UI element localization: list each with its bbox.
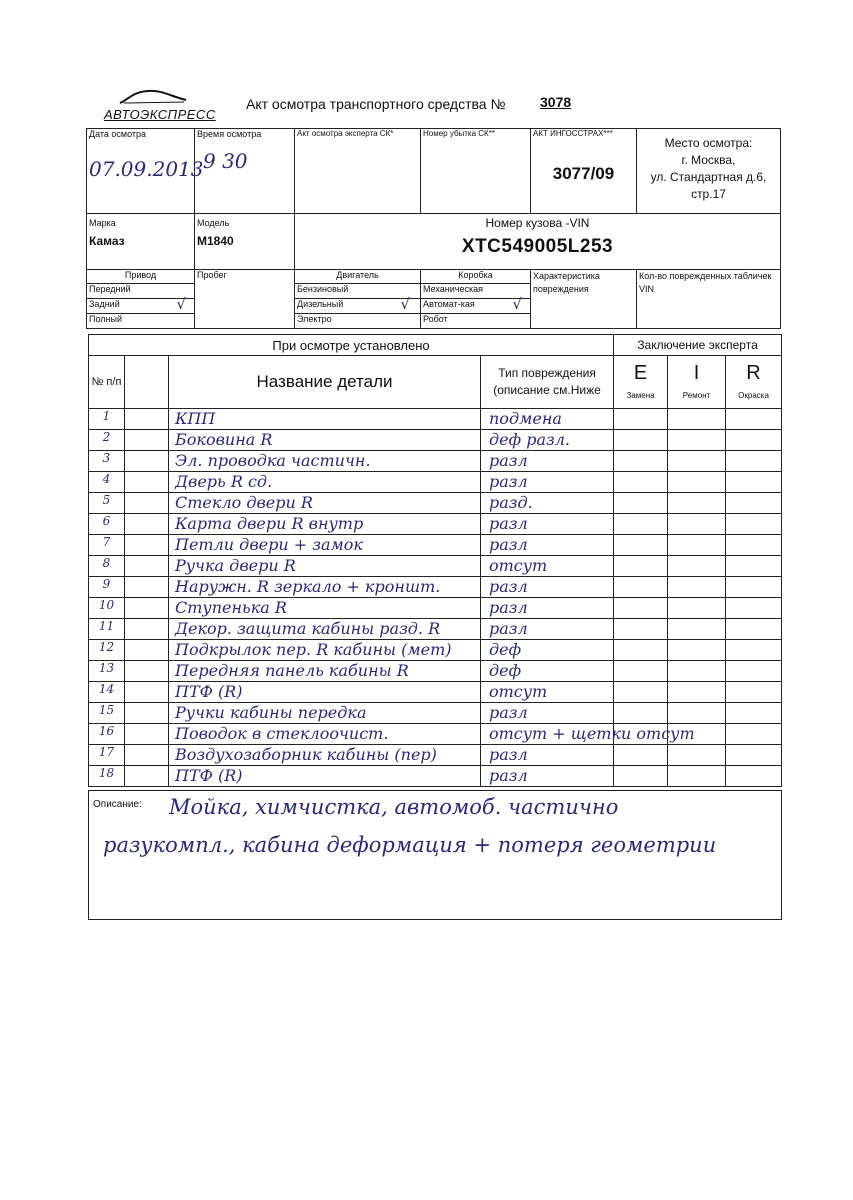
row-damage-type[interactable]: деф разл. — [481, 430, 614, 451]
row-part-name[interactable]: Боковина R — [169, 430, 481, 451]
row-replace-cell[interactable] — [614, 556, 668, 577]
row-paint-cell[interactable] — [726, 493, 782, 514]
row-damage-type[interactable]: разл — [481, 514, 614, 535]
engine-cell — [295, 270, 421, 329]
row-part-name[interactable]: Карта двери R внутр — [169, 514, 481, 535]
row-paint-cell[interactable] — [726, 619, 782, 640]
model-value[interactable]: М1840 — [197, 234, 234, 248]
col-blank-header — [125, 356, 169, 409]
time-cell — [195, 129, 295, 214]
description-box — [88, 790, 782, 920]
vin-cell — [295, 214, 781, 270]
row-blank-cell — [125, 766, 169, 787]
row-part-name[interactable]: Дверь R сд. — [169, 472, 481, 493]
row-paint-cell[interactable] — [726, 535, 782, 556]
plates-label: Кол-во поврежденных табличек VIN — [639, 271, 772, 294]
logo-text: АВТОЭКСПРЕСС — [104, 107, 216, 122]
row-damage-type[interactable]: разл — [481, 619, 614, 640]
damage-char-cell — [531, 270, 637, 329]
row-number: 2 — [89, 430, 125, 451]
vin-value[interactable]: XTC549005L253 — [461, 236, 614, 257]
row-repair-cell[interactable] — [668, 535, 726, 556]
row-replace-cell[interactable] — [614, 661, 668, 682]
row-part-name[interactable]: Воздухозаборник кабины (пер) — [169, 745, 481, 766]
row-replace-cell[interactable] — [614, 472, 668, 493]
row-part-name[interactable]: ПТФ (R) — [169, 766, 481, 787]
row-damage-type[interactable]: разл — [481, 745, 614, 766]
row-repair-cell[interactable] — [668, 682, 726, 703]
section-title: При осмотре установлено — [89, 335, 614, 356]
row-part-name[interactable]: Подкрылок пер. R кабины (мет) — [169, 640, 481, 661]
col-damage-header: Тип повреждения (описание см.Ниже — [481, 356, 614, 409]
drive-rear-check: √ — [176, 295, 186, 313]
drive-label: Привод — [87, 270, 194, 284]
row-blank-cell — [125, 724, 169, 745]
col-r-letter: R — [746, 362, 761, 384]
drive-full-option[interactable]: Полный — [89, 314, 122, 324]
brand-cell — [87, 214, 195, 270]
row-replace-cell[interactable] — [614, 703, 668, 724]
row-repair-cell[interactable] — [668, 640, 726, 661]
table-row — [89, 556, 782, 577]
row-number: 3 — [89, 451, 125, 472]
inspection-info-table — [86, 128, 781, 329]
col-e-letter: E — [633, 362, 648, 384]
place-line1: г. Москва, — [681, 153, 736, 167]
engine-diesel-check: √ — [400, 295, 410, 313]
drive-rear-option[interactable]: Задний √ — [87, 299, 194, 314]
table-row — [89, 598, 782, 619]
row-number: 17 — [89, 745, 125, 766]
row-blank-cell — [125, 556, 169, 577]
table-row — [89, 640, 782, 661]
row-blank-cell — [125, 640, 169, 661]
expert-act-label: Акт осмотра эксперта СК* — [297, 129, 394, 138]
row-part-name[interactable]: Стекло двери R — [169, 493, 481, 514]
row-number: 10 — [89, 598, 125, 619]
row-paint-cell[interactable] — [726, 472, 782, 493]
drive-cell — [87, 270, 195, 329]
place-line3: стр.17 — [691, 187, 726, 201]
row-damage-type[interactable]: разл — [481, 598, 614, 619]
row-paint-cell[interactable] — [726, 514, 782, 535]
time-label: Время осмотра — [197, 129, 262, 139]
row-damage-type[interactable]: разл — [481, 472, 614, 493]
row-blank-cell — [125, 682, 169, 703]
row-blank-cell — [125, 535, 169, 556]
row-number: 9 — [89, 577, 125, 598]
row-replace-cell[interactable] — [614, 451, 668, 472]
row-replace-cell[interactable] — [614, 745, 668, 766]
row-part-name[interactable]: Ручки кабины передка — [169, 703, 481, 724]
table-row — [89, 619, 782, 640]
table-row — [89, 703, 782, 724]
row-paint-cell[interactable] — [726, 430, 782, 451]
damage-char-label: Характеристика повреждения — [533, 271, 600, 294]
row-replace-cell[interactable] — [614, 535, 668, 556]
place-label: Место осмотра: — [664, 136, 753, 150]
row-replace-cell[interactable] — [614, 430, 668, 451]
company-logo — [104, 86, 216, 122]
row-blank-cell — [125, 514, 169, 535]
date-value[interactable]: 07.09.2013 — [89, 157, 204, 181]
gearbox-auto-check: √ — [512, 295, 522, 313]
row-damage-type[interactable]: отсут — [481, 682, 614, 703]
gearbox-label: Коробка — [421, 270, 530, 284]
row-blank-cell — [125, 661, 169, 682]
row-blank-cell — [125, 493, 169, 514]
date-label: Дата осмотра — [89, 129, 147, 139]
row-repair-cell[interactable] — [668, 619, 726, 640]
drive-front-option[interactable]: Передний — [87, 284, 194, 299]
col-name-header: Название детали — [169, 356, 481, 409]
row-number: 15 — [89, 703, 125, 724]
row-number: 13 — [89, 661, 125, 682]
row-part-name[interactable]: Эл. проводка частичн. — [169, 451, 481, 472]
table-row — [89, 766, 782, 787]
table-row — [89, 577, 782, 598]
row-repair-cell[interactable] — [668, 661, 726, 682]
gearbox-robot-option[interactable]: Робот — [423, 314, 448, 324]
ingos-cell — [531, 129, 637, 214]
row-paint-cell[interactable] — [726, 682, 782, 703]
car-logo-icon — [118, 86, 188, 106]
row-replace-cell[interactable] — [614, 577, 668, 598]
row-number: 4 — [89, 472, 125, 493]
row-damage-type[interactable]: разл — [481, 577, 614, 598]
conclusion-title: Заключение эксперта — [614, 335, 782, 356]
col-e-sub: Замена — [626, 391, 655, 400]
place-line2: ул. Стандартная д.6, — [650, 170, 767, 184]
row-number: 1 — [89, 409, 125, 430]
row-damage-type[interactable]: отсут + щетки отсут — [481, 724, 614, 745]
row-damage-type[interactable]: деф — [481, 661, 614, 682]
row-repair-cell[interactable] — [668, 430, 726, 451]
row-blank-cell — [125, 577, 169, 598]
row-number: 11 — [89, 619, 125, 640]
row-blank-cell — [125, 703, 169, 724]
expert-act-cell — [295, 129, 421, 214]
row-damage-type[interactable]: деф — [481, 640, 614, 661]
row-paint-cell[interactable] — [726, 598, 782, 619]
table-row — [89, 493, 782, 514]
row-replace-cell[interactable] — [614, 493, 668, 514]
gearbox-manual-option[interactable]: Механическая — [421, 284, 530, 299]
description-line1[interactable]: Мойка, химчистка, автомоб. частично — [169, 795, 619, 819]
engine-electro-option[interactable]: Электро — [297, 314, 332, 324]
row-part-name[interactable]: Наружн. R зеркало + кроншт. — [169, 577, 481, 598]
row-blank-cell — [125, 451, 169, 472]
row-paint-cell[interactable] — [726, 451, 782, 472]
col-r-header — [726, 356, 782, 409]
row-paint-cell[interactable] — [726, 640, 782, 661]
brand-label: Марка — [89, 218, 116, 228]
gearbox-auto-option[interactable]: Автомат-кая √ — [421, 299, 530, 314]
engine-petrol-option[interactable]: Бензиновый — [295, 284, 420, 299]
table-row — [89, 535, 782, 556]
time-value[interactable]: 9 30 — [203, 149, 248, 173]
row-damage-type[interactable]: разл — [481, 535, 614, 556]
row-repair-cell[interactable] — [668, 472, 726, 493]
table-row — [89, 451, 782, 472]
date-cell — [87, 129, 204, 214]
parts-table — [88, 334, 782, 787]
row-number: 7 — [89, 535, 125, 556]
table-row — [89, 682, 782, 703]
row-paint-cell[interactable] — [726, 766, 782, 787]
row-replace-cell[interactable] — [614, 619, 668, 640]
description-label: Описание: — [93, 799, 142, 810]
ingos-label: АКТ ИНГОССТРАХ*** — [533, 129, 613, 138]
col-i-letter: I — [693, 362, 700, 384]
row-part-name[interactable]: ПТФ (R) — [169, 682, 481, 703]
row-paint-cell[interactable] — [726, 556, 782, 577]
row-part-name[interactable]: КПП — [169, 409, 481, 430]
row-damage-type[interactable]: разд. — [481, 493, 614, 514]
row-number: 14 — [89, 682, 125, 703]
col-i-header — [668, 356, 726, 409]
row-number: 12 — [89, 640, 125, 661]
loss-number-cell — [421, 129, 531, 214]
row-blank-cell — [125, 409, 169, 430]
row-repair-cell[interactable] — [668, 703, 726, 724]
description-line2[interactable]: разукомпл., кабина деформация + потеря геометрии — [103, 833, 717, 857]
row-replace-cell[interactable] — [614, 514, 668, 535]
engine-diesel-option[interactable]: Дизельный √ — [295, 299, 420, 314]
row-part-name[interactable]: Декор. защита кабины разд. R — [169, 619, 481, 640]
document-title: Акт осмотра транспортного средства № — [246, 96, 506, 112]
row-paint-cell[interactable] — [726, 745, 782, 766]
row-blank-cell — [125, 472, 169, 493]
row-damage-type[interactable]: подмена — [481, 409, 614, 430]
mileage-cell — [195, 270, 295, 329]
gearbox-cell — [421, 270, 531, 329]
row-repair-cell[interactable] — [668, 745, 726, 766]
row-paint-cell[interactable] — [726, 577, 782, 598]
col-num-header: № п/п — [89, 356, 125, 409]
mileage-label: Пробег — [197, 270, 227, 280]
row-part-name[interactable]: Ручка двери R — [169, 556, 481, 577]
row-part-name[interactable]: Передняя панель кабины R — [169, 661, 481, 682]
row-damage-type[interactable]: разл — [481, 451, 614, 472]
row-part-name[interactable]: Поводок в стеклоочист. — [169, 724, 481, 745]
row-repair-cell[interactable] — [668, 451, 726, 472]
row-part-name[interactable]: Петли двери + замок — [169, 535, 481, 556]
row-number: 8 — [89, 556, 125, 577]
row-replace-cell[interactable] — [614, 682, 668, 703]
table-row — [89, 745, 782, 766]
row-number: 5 — [89, 493, 125, 514]
table-row — [89, 724, 782, 745]
model-cell — [195, 214, 295, 270]
plates-cell — [637, 270, 781, 329]
row-paint-cell[interactable] — [726, 409, 782, 430]
col-i-sub: Ремонт — [682, 391, 711, 400]
col-r-sub: Окраска — [738, 391, 769, 400]
row-damage-type[interactable]: разл — [481, 703, 614, 724]
engine-label: Двигатель — [295, 270, 420, 284]
document-number: 3078 — [540, 94, 572, 110]
table-row — [89, 430, 782, 451]
row-part-name[interactable]: Ступенька R — [169, 598, 481, 619]
row-repair-cell[interactable] — [668, 493, 726, 514]
table-row — [89, 409, 782, 430]
row-paint-cell[interactable] — [726, 724, 782, 745]
row-paint-cell[interactable] — [726, 703, 782, 724]
row-damage-type[interactable]: разл — [481, 766, 614, 787]
row-blank-cell — [125, 619, 169, 640]
model-label: Модель — [197, 218, 230, 228]
row-blank-cell — [125, 430, 169, 451]
row-damage-type[interactable]: отсут — [481, 556, 614, 577]
table-row — [89, 661, 782, 682]
row-repair-cell[interactable] — [668, 598, 726, 619]
table-row — [89, 472, 782, 493]
row-repair-cell[interactable] — [668, 766, 726, 787]
row-repair-cell[interactable] — [668, 556, 726, 577]
brand-value[interactable]: Камаз — [89, 234, 125, 248]
row-number: 16 — [89, 724, 125, 745]
row-paint-cell[interactable] — [726, 661, 782, 682]
row-repair-cell[interactable] — [668, 409, 726, 430]
row-replace-cell[interactable] — [614, 409, 668, 430]
row-replace-cell[interactable] — [614, 640, 668, 661]
col-e-header — [614, 356, 668, 409]
ingos-value[interactable]: 3077/09 — [552, 164, 615, 183]
row-replace-cell[interactable] — [614, 598, 668, 619]
place-cell — [637, 129, 781, 214]
row-number: 6 — [89, 514, 125, 535]
row-replace-cell[interactable] — [614, 766, 668, 787]
vin-label: Номер кузова -VIN — [485, 216, 590, 230]
row-blank-cell — [125, 745, 169, 766]
row-repair-cell[interactable] — [668, 514, 726, 535]
row-number: 18 — [89, 766, 125, 787]
row-repair-cell[interactable] — [668, 577, 726, 598]
row-blank-cell — [125, 598, 169, 619]
table-row — [89, 514, 782, 535]
loss-number-label: Номер убытка СК** — [423, 129, 495, 138]
